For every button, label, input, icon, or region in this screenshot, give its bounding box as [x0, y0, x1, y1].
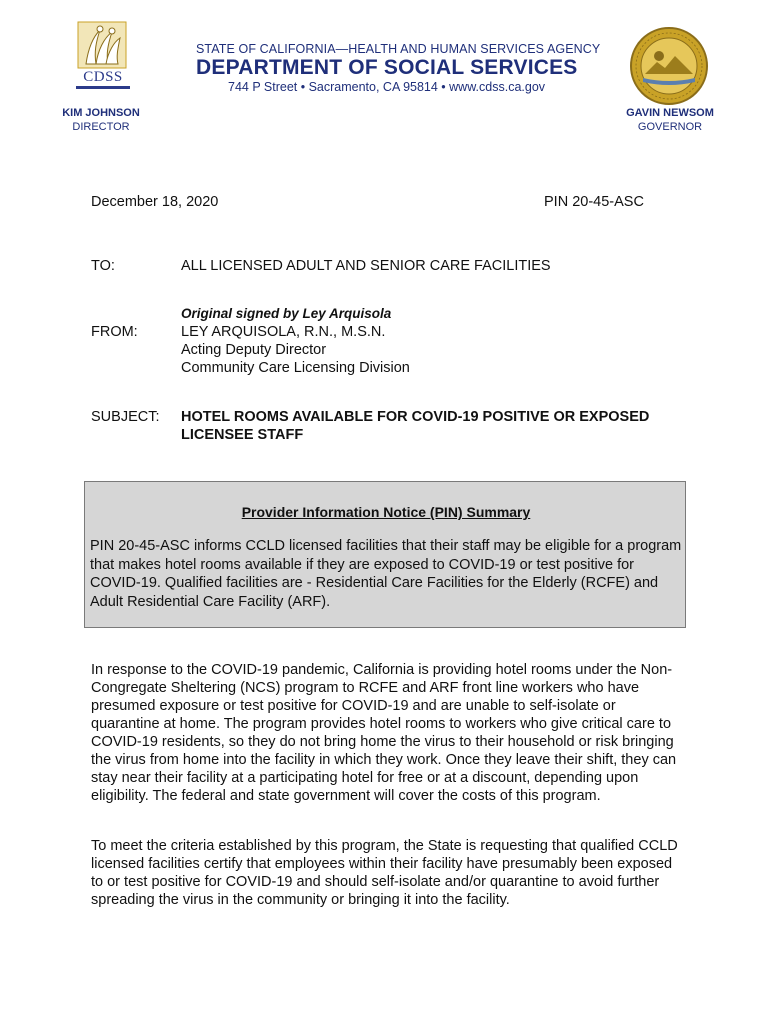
agency-line: STATE OF CALIFORNIA—HEALTH AND HUMAN SERVICES AGENCY	[196, 42, 601, 56]
pin-number: PIN 20-45-ASC	[544, 194, 644, 210]
director-title: DIRECTOR	[72, 121, 130, 133]
logo-text: CDSS	[83, 69, 123, 85]
governor-title: GOVERNOR	[637, 121, 703, 133]
address-line: 744 P Street • Sacramento, CA 95814 • www.cdss.ca.gov	[228, 80, 546, 94]
state-seal-icon	[629, 26, 709, 106]
summary-body: PIN 20-45-ASC informs CCLD licensed facilities that their staff may be eligible for a program that makes hotel rooms available if they are exposed to COVID-19 or test positive for COVID-19. Qualified facilities are - Residential Care Facilities for the Elderly (RCFE) and Adult Residential Care Facility (ARF).	[90, 538, 682, 610]
summary-title: Provider Information Notice (PIN) Summary	[241, 504, 531, 520]
logo-underline	[76, 86, 130, 89]
from-label: FROM:	[91, 324, 138, 340]
from-division: Community Care Licensing Division	[181, 360, 410, 376]
from-title: Acting Deputy Director	[181, 342, 327, 358]
pin-summary-box	[84, 481, 686, 628]
cdss-logo	[74, 20, 130, 98]
memo-date: December 18, 2020	[91, 194, 219, 210]
to-label: TO:	[91, 258, 115, 274]
from-block	[181, 323, 410, 377]
body-paragraph-2: To meet the criteria established by this program, the State is requesting that qualified CCLD licensed facilities certify that employees within their facility have presumably been exposed to or test positive for COVID-19 and should self-isolate and/or quarantine to avoid further spreading the virus in the community or bringing it into the facility.	[91, 838, 678, 908]
to-value: ALL LICENSED ADULT AND SENIOR CARE FACILITIES	[181, 258, 551, 274]
from-name: LEY ARQUISOLA, R.N., M.S.N.	[181, 324, 386, 340]
signed-note: Original signed by Ley Arquisola	[181, 306, 392, 321]
director-name: KIM JOHNSON	[62, 107, 140, 119]
department-title: DEPARTMENT OF SOCIAL SERVICES	[196, 56, 578, 79]
subject-label: SUBJECT:	[91, 409, 160, 425]
body-paragraph-1: In response to the COVID-19 pandemic, California is providing hotel rooms under the Non-Congregate Sheltering (NCS) program to RCFE and ARF front line workers who have presumed exposure or test positive for COVID-19 and are unable to self-isolate or quarantine at home. The program provides hotel rooms to workers who give critical care to COVID-19 residents, so they do not bring home the virus to their household or risk bringing the virus from home into the facility in which they work. Once they leave their shift, they can stay near their facility at a participating hotel for free or at a discount, depending upon eligibility. The federal and state government will cover the costs of this program.	[91, 662, 677, 804]
governor-name: GAVIN NEWSOM	[626, 107, 714, 119]
cdss-logo-graphic	[74, 20, 130, 70]
subject-value: HOTEL ROOMS AVAILABLE FOR COVID-19 POSITIVE OR EXPOSED LICENSEE STAFF	[181, 409, 650, 443]
